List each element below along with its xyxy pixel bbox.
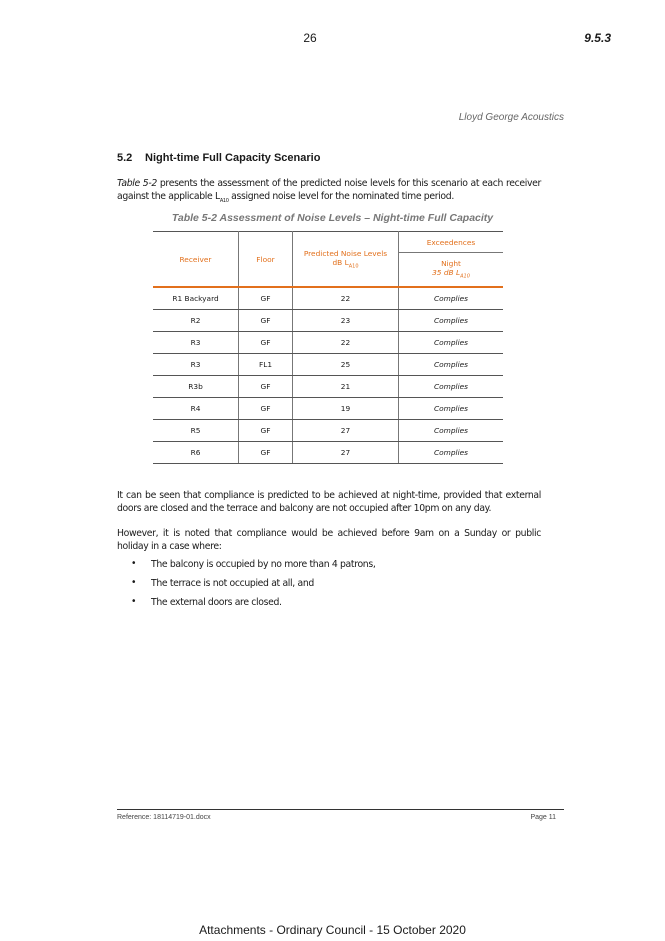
page-number: 26: [303, 31, 317, 45]
intro-text-b: assigned noise level for the nominated time period.: [228, 191, 454, 202]
compliance-paragraph: It can be seen that compliance is predicted to be achieved at night-time, provided that external doors are closed and the terrace and balcony are not occupied after 10pm on any day.: [117, 490, 541, 514]
footer-divider: [117, 809, 564, 810]
header-night-sub: A10: [460, 273, 470, 280]
cell-receiver: R6: [153, 442, 239, 464]
bullet-icon: •: [131, 577, 137, 588]
bullet-icon: •: [131, 596, 137, 607]
cell-receiver: R1 Backyard: [153, 287, 239, 310]
header-exceedences: Exceedences: [399, 232, 504, 253]
list-item: [117, 559, 375, 578]
cell-level: 21: [293, 376, 399, 398]
cell-floor: FL1: [239, 354, 293, 376]
header-receiver: Receiver: [153, 232, 239, 288]
intro-text-a: presents the assessment of the predicted noise levels for this scenario at each receiver against the applicable L: [117, 178, 542, 202]
table-row: [153, 442, 503, 464]
header-predicted: [293, 232, 399, 288]
cell-status: Complies: [399, 442, 504, 464]
cell-level: 27: [293, 442, 399, 464]
table-caption: Table 5-2 Assessment of Noise Levels – Night-time Full Capacity: [171, 212, 494, 224]
list-item: [117, 597, 375, 616]
header-night-limit: 35 dB L: [432, 268, 461, 278]
list-item-text: The external doors are closed.: [151, 597, 282, 608]
cell-floor: GF: [239, 376, 293, 398]
header-predicted-line1: Predicted Noise Levels: [303, 248, 388, 258]
cell-floor: GF: [239, 398, 293, 420]
table-row: [153, 420, 503, 442]
section-title: Night-time Full Capacity Scenario: [145, 152, 321, 164]
table-row: [153, 332, 503, 354]
cell-receiver: R5: [153, 420, 239, 442]
list-item-text: The terrace is not occupied at all, and: [151, 578, 314, 589]
author-name: Lloyd George Acoustics: [458, 112, 564, 123]
cell-floor: GF: [239, 287, 293, 310]
noise-assessment-table: [153, 231, 503, 464]
cell-receiver: R3: [153, 332, 239, 354]
cell-floor: GF: [239, 420, 293, 442]
table-row: [153, 354, 503, 376]
section-heading: [117, 152, 320, 164]
table-row: [153, 398, 503, 420]
footer-reference: Reference: 18114719-01.docx: [117, 814, 211, 821]
cell-status: Complies: [399, 354, 504, 376]
section-number: 5.2: [117, 152, 133, 164]
cell-level: 27: [293, 420, 399, 442]
header-predicted-sub: A10: [348, 263, 359, 270]
table-row: [153, 287, 503, 310]
intro-paragraph: [117, 177, 541, 208]
conditions-list: [117, 559, 375, 616]
cell-floor: GF: [239, 332, 293, 354]
cell-status: Complies: [399, 332, 504, 354]
table-reference: Table 5-2: [117, 178, 157, 189]
cell-status: Complies: [399, 310, 504, 332]
list-item-text: The balcony is occupied by no more than 4 patrons,: [151, 559, 376, 570]
list-item: [117, 578, 375, 597]
header-night-label: Night: [441, 259, 461, 269]
header-floor: Floor: [239, 232, 293, 288]
bullet-icon: •: [131, 558, 137, 569]
cell-receiver: R2: [153, 310, 239, 332]
table-row: [153, 376, 503, 398]
table-row: [153, 310, 503, 332]
footer-page-number: Page 11: [530, 814, 556, 821]
cell-level: 22: [293, 332, 399, 354]
cell-level: 22: [293, 287, 399, 310]
item-reference: 9.5.3: [584, 31, 611, 45]
cell-status: Complies: [399, 287, 504, 310]
attachments-footer: Attachments - Ordinary Council - 15 October 2020: [199, 923, 466, 937]
header-night: [399, 253, 504, 288]
cell-status: Complies: [399, 376, 504, 398]
cell-receiver: R4: [153, 398, 239, 420]
cell-receiver: R3b: [153, 376, 239, 398]
intro-subscript: A10: [219, 197, 229, 204]
cell-floor: GF: [239, 310, 293, 332]
cell-floor: GF: [239, 442, 293, 464]
cell-level: 19: [293, 398, 399, 420]
cell-level: 23: [293, 310, 399, 332]
cell-level: 25: [293, 354, 399, 376]
conditions-paragraph: However, it is noted that compliance would be achieved before 9am on a Sunday or public holiday in a case where:: [117, 528, 541, 552]
cell-receiver: R3: [153, 354, 239, 376]
cell-status: Complies: [399, 420, 504, 442]
header-predicted-line2: dB L: [332, 257, 349, 267]
cell-status: Complies: [399, 398, 504, 420]
